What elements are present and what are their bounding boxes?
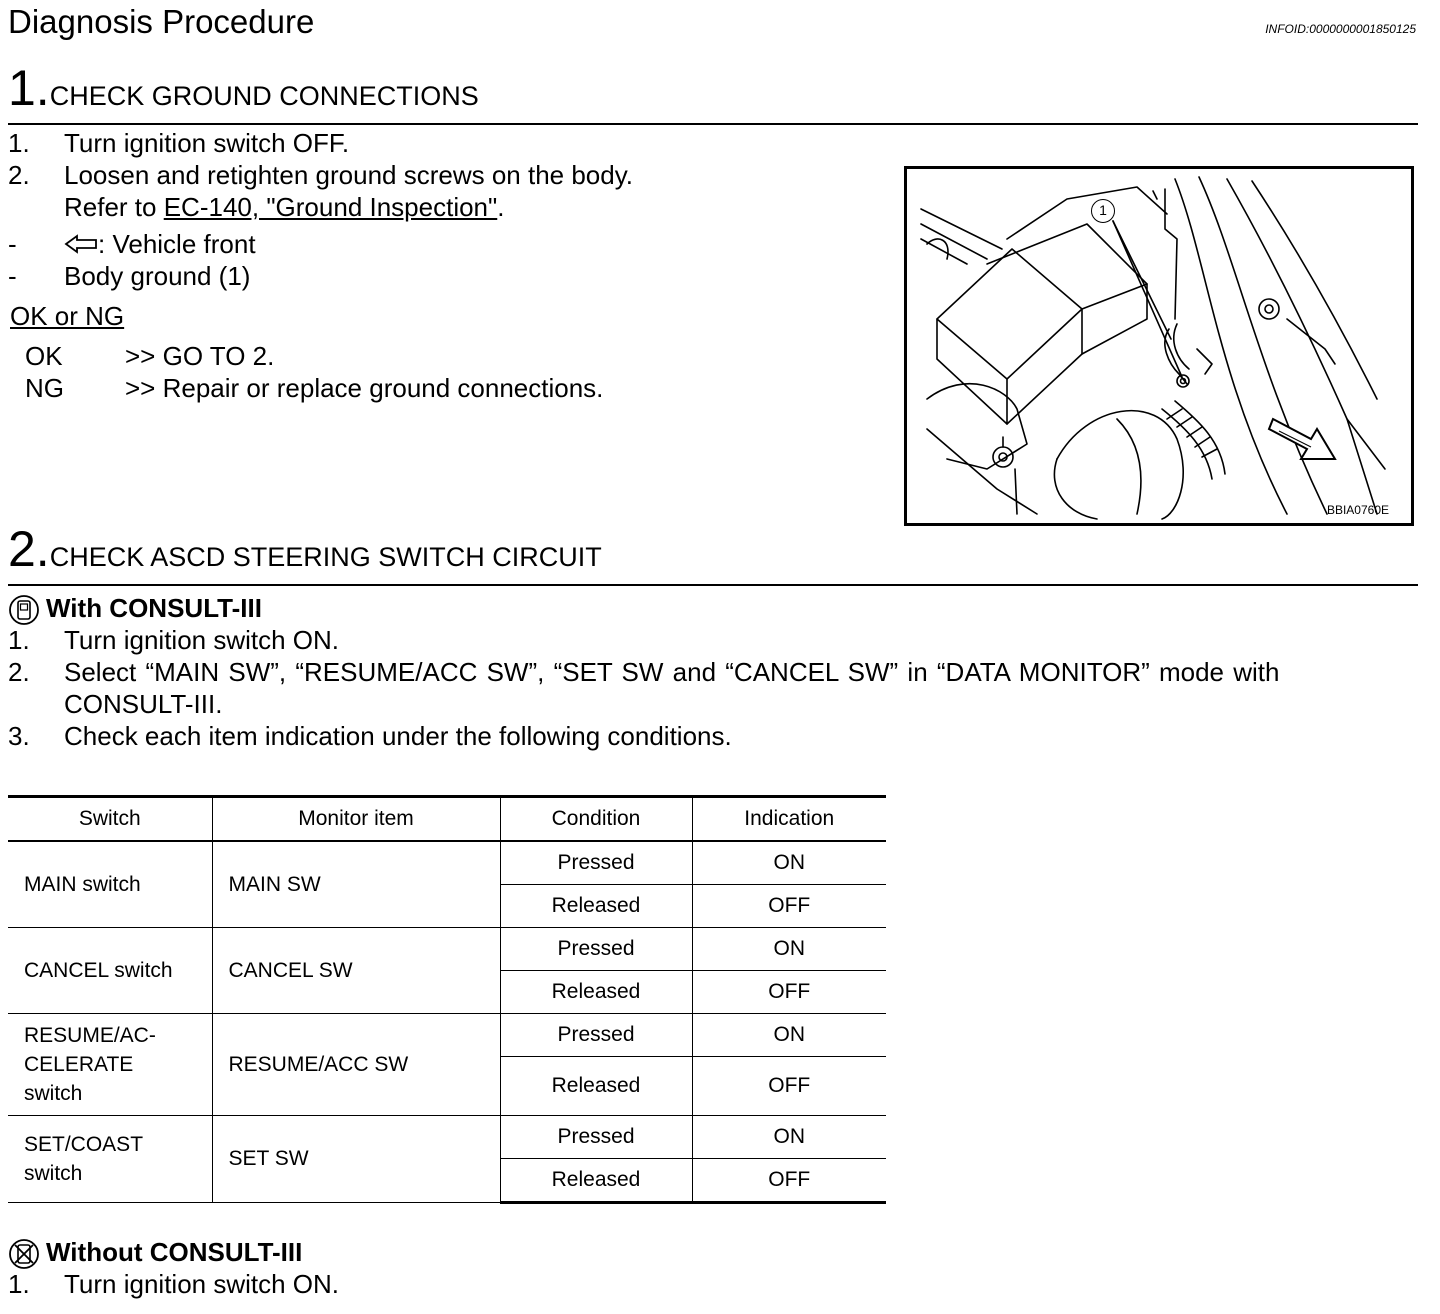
condition-cell: Pressed [500, 1116, 692, 1159]
table-row [8, 928, 886, 971]
figure-code: BBIA0760E [1326, 503, 1389, 517]
step2-item-2-continuation: CONSULT-III. [64, 689, 223, 719]
switch-name: CANCEL switch [24, 959, 173, 982]
switch-cell [8, 1014, 212, 1116]
table-header-row [8, 797, 886, 842]
list-text: Loosen and retighten ground screws on the body. [64, 160, 634, 190]
table-row [8, 841, 886, 885]
list-text: Turn ignition switch ON. [64, 1269, 340, 1299]
without-consult-label [8, 1236, 302, 1270]
list-marker: 1. [8, 625, 30, 655]
condition-cell: Pressed [500, 1014, 692, 1057]
switch-name: MAIN switch [24, 873, 141, 896]
list-text: : Vehicle front [98, 229, 256, 259]
table-row [8, 1014, 886, 1057]
step1-note-1 [8, 228, 256, 260]
ground-inspection-link[interactable]: EC-140, "Ground Inspection" [163, 192, 498, 222]
list-marker: 1. [8, 128, 30, 158]
list-marker: 2. [8, 657, 30, 687]
ground-location-figure [904, 166, 1414, 526]
condition-cell: Released [500, 885, 692, 928]
step2-item-2 [8, 656, 1279, 688]
result-action: >> GO TO 2. [125, 341, 275, 371]
result-ok [25, 340, 274, 372]
indication-cell: OFF [692, 971, 886, 1014]
result-action: >> Repair or replace ground connections. [125, 373, 604, 403]
refer-line [64, 191, 504, 223]
callout-1: 1 [1091, 199, 1115, 223]
monitor-cell: RESUME/ACC SW [212, 1014, 500, 1116]
step2-number: 2. [8, 521, 50, 577]
condition-cell: Released [500, 1057, 692, 1116]
page-title: Diagnosis Procedure [8, 3, 315, 40]
list-text: Check each item indication under the following conditions. [64, 721, 732, 751]
condition-cell: Pressed [500, 928, 692, 971]
table-row [8, 1116, 886, 1159]
list-marker: 3. [8, 721, 30, 751]
result-code: NG [25, 373, 64, 403]
step2-heading [8, 521, 602, 582]
column-header: Indication [692, 797, 886, 842]
column-header: Switch [8, 797, 212, 842]
switch-name-line: CELERATE [24, 1053, 134, 1076]
list-marker: - [8, 261, 17, 291]
list-text: Body ground (1) [64, 261, 251, 291]
refer-prefix: Refer to [64, 192, 164, 222]
list-marker: - [8, 229, 17, 259]
step2-item-3 [8, 720, 732, 752]
monitor-item-table [8, 795, 886, 1204]
indication-cell: OFF [692, 885, 886, 928]
step1-rule [8, 123, 1418, 125]
no-consult-tool-icon [8, 1238, 40, 1270]
step1-item-1 [8, 127, 349, 159]
step1-note-2 [8, 260, 250, 292]
result-code: OK [25, 341, 63, 371]
info-id: INFOID:0000000001850125 [1265, 22, 1416, 36]
step1-heading [8, 60, 479, 121]
indication-cell: ON [692, 1014, 886, 1057]
step1-number: 1. [8, 60, 50, 116]
ok-ng-label: OK or NG [10, 301, 125, 331]
condition-cell: Released [500, 1159, 692, 1203]
switch-cell [8, 928, 212, 1014]
indication-cell: ON [692, 841, 886, 885]
condition-cell: Released [500, 971, 692, 1014]
step2-rule [8, 584, 1418, 586]
switch-name-line: switch [24, 1162, 83, 1185]
step1-item-2 [8, 159, 633, 191]
step2-title: CHECK ASCD STEERING SWITCH CIRCUIT [49, 542, 602, 572]
indication-cell: OFF [692, 1057, 886, 1116]
refer-suffix: . [497, 192, 505, 222]
condition-cell: Pressed [500, 841, 692, 885]
column-header: Condition [500, 797, 692, 842]
column-header: Monitor item [212, 797, 500, 842]
list-text: Turn ignition switch ON. [64, 625, 340, 655]
without-consult-text: Without CONSULT-III [46, 1237, 303, 1267]
result-ng [25, 372, 603, 404]
indication-cell: ON [692, 1116, 886, 1159]
indication-cell: ON [692, 928, 886, 971]
monitor-cell: SET SW [212, 1116, 500, 1203]
switch-cell [8, 841, 212, 928]
step1-title: CHECK GROUND CONNECTIONS [49, 81, 479, 111]
engine-bay-illustration [907, 169, 1411, 523]
front-direction-arrow-icon [1269, 419, 1335, 459]
list-text: Turn ignition switch OFF. [64, 128, 350, 158]
step2-item-1 [8, 624, 339, 656]
monitor-cell: CANCEL SW [212, 928, 500, 1014]
list-text: Select “MAIN SW”, “RESUME/ACC SW”, “SET SW and “CANCEL SW” in “DATA MONITOR” mode with [64, 657, 1280, 687]
without-item-1 [8, 1268, 339, 1300]
vehicle-front-arrow-icon [64, 234, 98, 254]
switch-cell [8, 1116, 212, 1203]
consult-tool-icon [8, 594, 40, 626]
with-consult-text: With CONSULT-III [46, 593, 262, 623]
switch-name-line: switch [24, 1082, 83, 1105]
indication-cell: OFF [692, 1159, 886, 1203]
list-marker: 2. [8, 160, 30, 190]
switch-name-line: RESUME/AC- [24, 1024, 156, 1047]
monitor-cell: MAIN SW [212, 841, 500, 928]
with-consult-label [8, 592, 262, 626]
switch-name-line: SET/COAST [24, 1133, 144, 1156]
list-marker: 1. [8, 1269, 30, 1299]
